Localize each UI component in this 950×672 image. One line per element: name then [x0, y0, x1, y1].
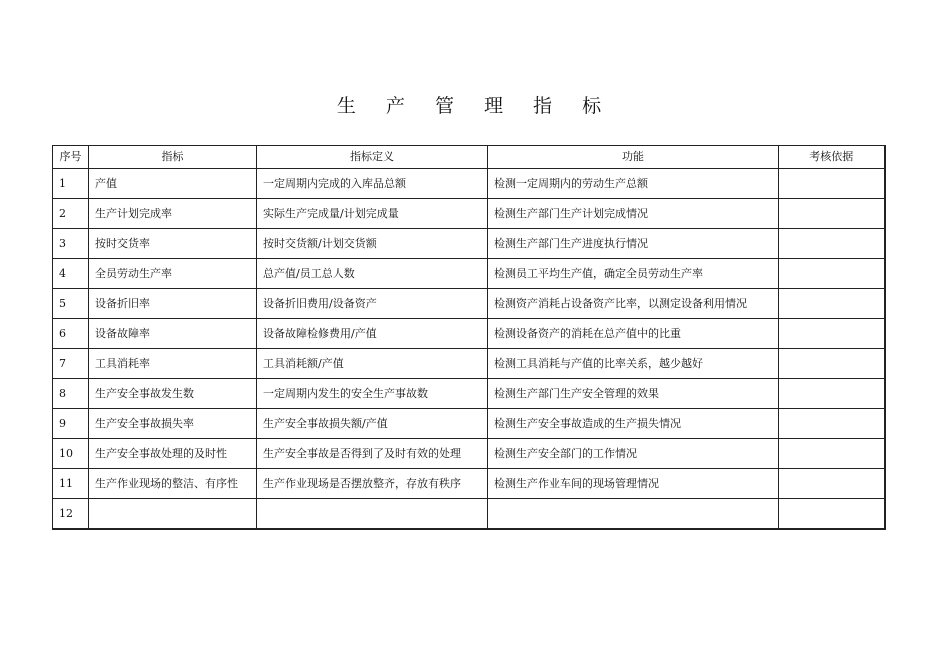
cell-function	[488, 499, 779, 530]
cell-definition: 一定周期内完成的入库品总额	[257, 169, 488, 199]
cell-definition	[257, 499, 488, 530]
cell-basis	[779, 379, 885, 409]
table-row	[53, 199, 885, 229]
cell-name	[89, 499, 257, 530]
table-row	[53, 289, 885, 319]
table-row	[53, 259, 885, 289]
cell-function: 检测设备资产的消耗在总产值中的比重	[488, 319, 779, 349]
table-row	[53, 169, 885, 199]
cell-basis	[779, 499, 885, 530]
header-function: 功能	[488, 146, 779, 169]
cell-definition: 生产安全事故损失额/产值	[257, 409, 488, 439]
cell-definition: 设备折旧费用/设备资产	[257, 289, 488, 319]
header-row	[53, 146, 885, 169]
table-row	[53, 439, 885, 469]
table-row	[53, 319, 885, 349]
cell-name: 生产安全事故发生数	[89, 379, 257, 409]
table-row	[53, 379, 885, 409]
cell-name: 按时交货率	[89, 229, 257, 259]
cell-num: 9	[53, 409, 89, 439]
page-title: 生 产 管 理 指 标	[336, 95, 614, 117]
cell-num: 12	[53, 499, 89, 530]
table-row	[53, 229, 885, 259]
cell-definition: 实际生产完成量/计划完成量	[257, 199, 488, 229]
cell-function: 检测生产部门生产计划完成情况	[488, 199, 779, 229]
cell-function: 检测生产安全事故造成的生产损失情况	[488, 409, 779, 439]
cell-num: 6	[53, 319, 89, 349]
cell-function: 检测生产部门生产进度执行情况	[488, 229, 779, 259]
cell-name: 设备折旧率	[89, 289, 257, 319]
cell-name: 全员劳动生产率	[89, 259, 257, 289]
cell-basis	[779, 469, 885, 499]
header-basis: 考核依据	[779, 146, 885, 169]
cell-num: 7	[53, 349, 89, 379]
cell-name: 工具消耗率	[89, 349, 257, 379]
cell-name: 设备故障率	[89, 319, 257, 349]
cell-function: 检测生产部门生产安全管理的效果	[488, 379, 779, 409]
cell-name: 生产安全事故损失率	[89, 409, 257, 439]
production-metrics-table	[52, 145, 886, 530]
cell-num: 11	[53, 469, 89, 499]
cell-basis	[779, 289, 885, 319]
cell-definition: 生产作业现场是否摆放整齐，存放有秩序	[257, 469, 488, 499]
cell-basis	[779, 439, 885, 469]
cell-name: 产值	[89, 169, 257, 199]
cell-function: 检测资产消耗占设备资产比率，以测定设备利用情况	[488, 289, 779, 319]
header-definition: 指标定义	[257, 146, 488, 169]
table-row	[53, 349, 885, 379]
cell-basis	[779, 229, 885, 259]
cell-definition: 按时交货额/计划交货额	[257, 229, 488, 259]
table-row	[53, 409, 885, 439]
cell-definition: 总产值/员工总人数	[257, 259, 488, 289]
cell-num: 1	[53, 169, 89, 199]
cell-num: 3	[53, 229, 89, 259]
cell-function: 检测员工平均生产值，确定全员劳动生产率	[488, 259, 779, 289]
header-name: 指标	[89, 146, 257, 169]
table-row	[53, 469, 885, 499]
cell-definition: 设备故障检修费用/产值	[257, 319, 488, 349]
cell-definition: 生产安全事故是否得到了及时有效的处理	[257, 439, 488, 469]
cell-name: 生产计划完成率	[89, 199, 257, 229]
cell-function: 检测生产安全部门的工作情况	[488, 439, 779, 469]
cell-function: 检测工具消耗与产值的比率关系，越少越好	[488, 349, 779, 379]
cell-basis	[779, 409, 885, 439]
cell-basis	[779, 169, 885, 199]
header-num: 序号	[53, 146, 89, 169]
cell-function: 检测生产作业车间的现场管理情况	[488, 469, 779, 499]
cell-definition: 工具消耗额/产值	[257, 349, 488, 379]
table-body	[53, 169, 885, 530]
cell-basis	[779, 259, 885, 289]
cell-num: 4	[53, 259, 89, 289]
table-header	[53, 146, 885, 169]
cell-name: 生产作业现场的整洁、有序性	[89, 469, 257, 499]
cell-num: 2	[53, 199, 89, 229]
cell-num: 8	[53, 379, 89, 409]
cell-name: 生产安全事故处理的及时性	[89, 439, 257, 469]
cell-definition: 一定周期内发生的安全生产事故数	[257, 379, 488, 409]
cell-basis	[779, 199, 885, 229]
table-row	[53, 499, 885, 530]
cell-basis	[779, 349, 885, 379]
cell-num: 10	[53, 439, 89, 469]
cell-basis	[779, 319, 885, 349]
cell-function: 检测一定周期内的劳动生产总额	[488, 169, 779, 199]
cell-num: 5	[53, 289, 89, 319]
